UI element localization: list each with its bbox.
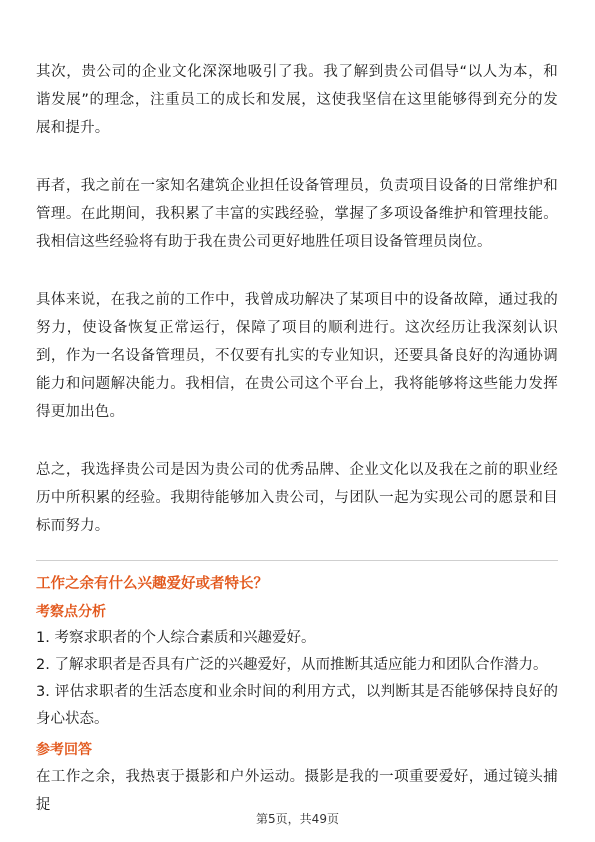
paragraph-gap bbox=[36, 256, 558, 286]
question-title: 工作之余有什么兴趣爱好或者特长？ bbox=[36, 576, 268, 592]
section-gap bbox=[36, 540, 558, 560]
section-divider bbox=[36, 560, 558, 561]
analysis-point: 2. 了解求职者是否具有广泛的兴趣爱好，从而推断其适应能力和团队合作潜力。 bbox=[36, 657, 548, 673]
paragraph-example: 具体来说，在我之前的工作中，我曾成功解决了某项目中的设备故障，通过我的努力，使设备恢复正常运行，保障了项目的顺利进行。这次经历让我深刻认识到，作为一名设备管理员，不仅要有扎实的专业知识，还要具备良好的沟通协调能力和问题解决能力。我相信，在贵公司这个平台上，我将能够将这些能力发挥得更加出色。 bbox=[36, 292, 558, 420]
paragraph-gap bbox=[36, 142, 558, 172]
paragraph-culture: 其次，贵公司的企业文化深深地吸引了我。我了解到贵公司倡导“以人为本，和谐发展”的理念，注重员工的成长和发展，这使我坚信在这里能够得到充分的发展和提升。 bbox=[36, 64, 558, 136]
analysis-list bbox=[36, 625, 558, 733]
page-number: 第5页，共49页 bbox=[256, 812, 339, 826]
paragraph-summary: 总之，我选择贵公司是因为贵公司的优秀品牌、企业文化以及我在之前的职业经历中所积累的经验。我期待能够加入贵公司，与团队一起为实现公司的愿景和目标而努力。 bbox=[36, 462, 558, 534]
page-content bbox=[36, 58, 558, 819]
paragraph-gap bbox=[36, 426, 558, 456]
analysis-point: 1. 考察求职者的个人综合素质和兴趣爱好。 bbox=[36, 630, 316, 646]
answer-text: 在工作之余，我热衷于摄影和户外运动。摄影是我的一项重要爱好，通过镜头捕捉 bbox=[36, 769, 558, 813]
paragraph-experience: 再者，我之前在一家知名建筑企业担任设备管理员，负责项目设备的日常维护和管理。在此期间，我积累了丰富的实践经验，掌握了多项设备维护和管理技能。我相信这些经验将有助于我在贵公司更好地胜任项目设备管理员岗位。 bbox=[36, 178, 558, 250]
analysis-heading: 考察点分析 bbox=[36, 604, 106, 620]
analysis-point: 3. 评估求职者的生活态度和业余时间的利用方式，以判断其是否能够保持良好的身心状态。 bbox=[36, 684, 558, 727]
answer-heading: 参考回答 bbox=[36, 742, 92, 758]
